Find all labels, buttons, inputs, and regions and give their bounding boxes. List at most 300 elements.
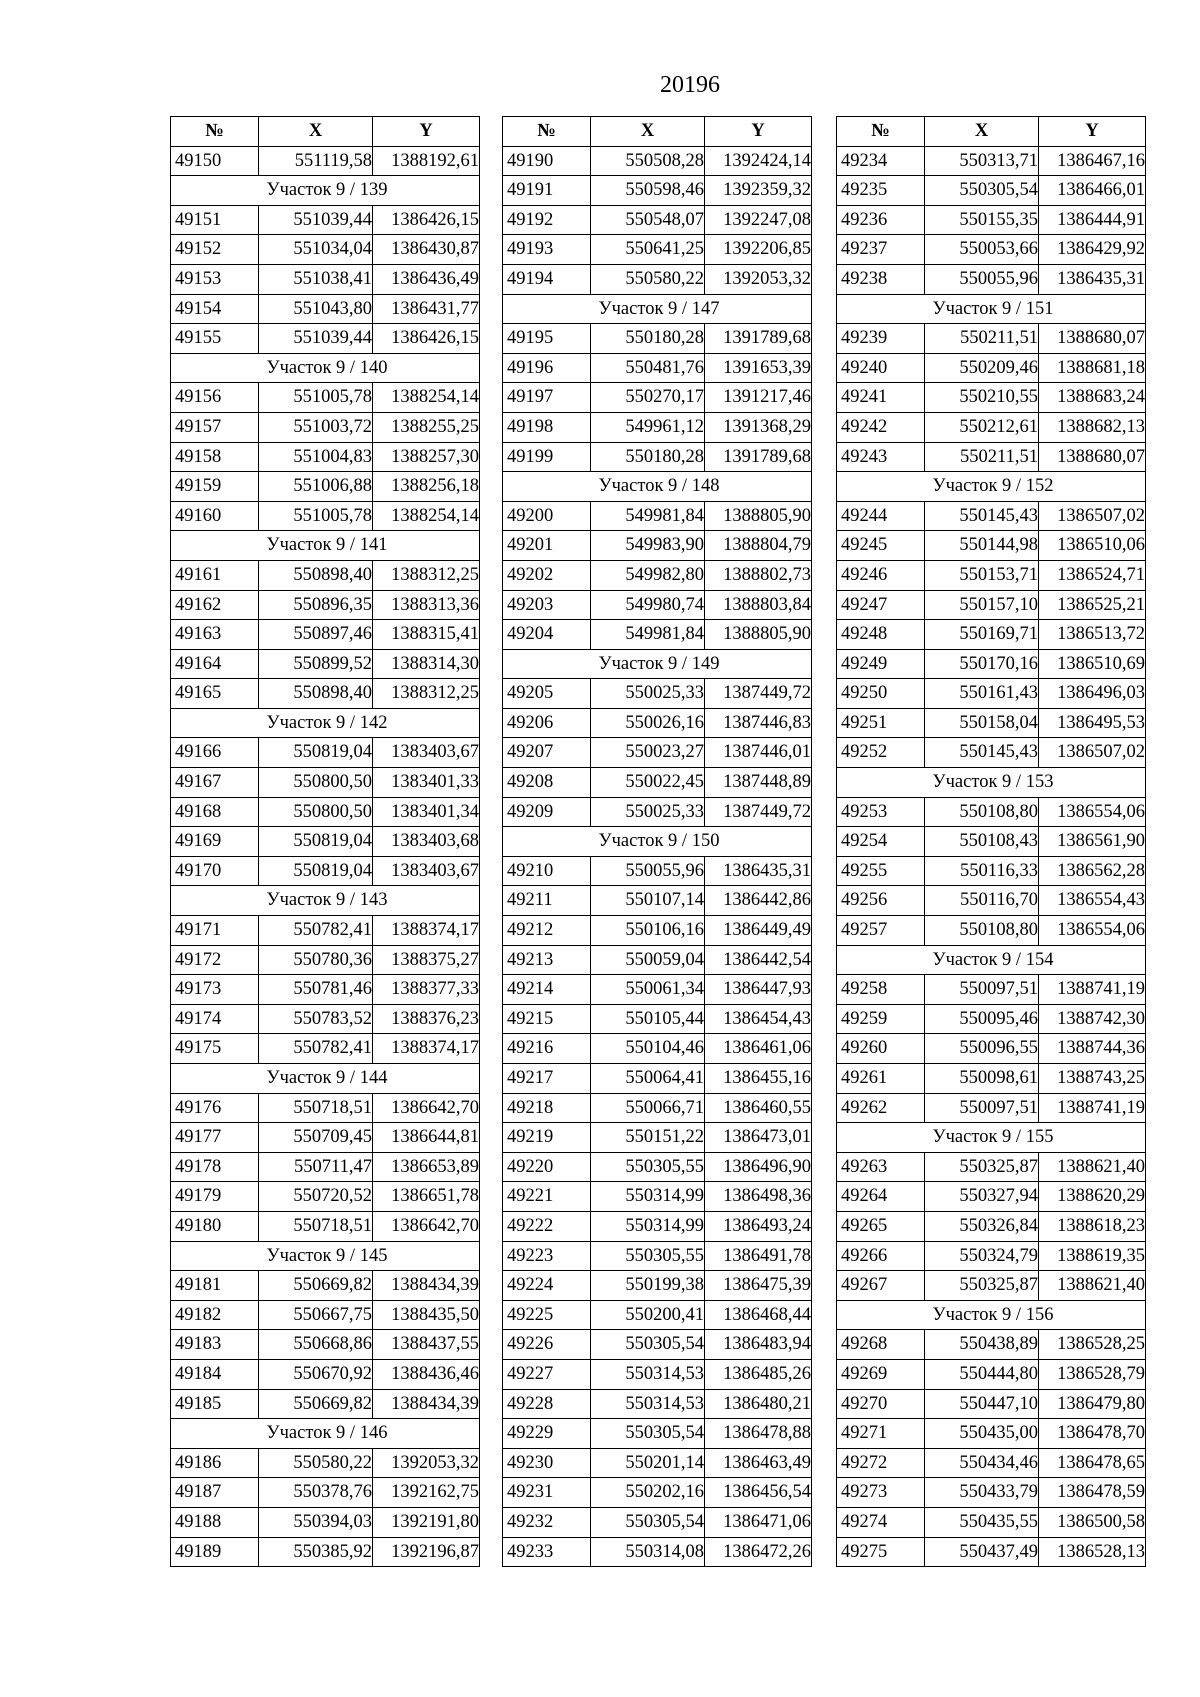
point-number: 49258: [837, 975, 925, 1005]
y-coordinate: 1386644,81: [373, 1123, 480, 1153]
x-coordinate: 550314,08: [591, 1537, 705, 1567]
x-coordinate: 550105,44: [591, 1004, 705, 1034]
point-number: 49268: [837, 1330, 925, 1360]
point-number: 49241: [837, 383, 925, 413]
table-row: [171, 1359, 480, 1389]
x-coordinate: 550095,46: [925, 1004, 1039, 1034]
y-coordinate: 1387448,89: [705, 768, 812, 798]
x-coordinate: 550108,80: [925, 797, 1039, 827]
table-row: [837, 205, 1146, 235]
x-coordinate: 550800,50: [259, 797, 373, 827]
y-coordinate: 1383403,68: [373, 827, 480, 857]
point-number: 49201: [503, 531, 591, 561]
y-coordinate: 1386449,49: [705, 916, 812, 946]
table-row: [503, 679, 812, 709]
y-coordinate: 1392424,14: [705, 146, 812, 176]
table-row: [837, 975, 1146, 1005]
point-number: 49244: [837, 501, 925, 531]
x-coordinate: 550107,14: [591, 886, 705, 916]
point-number: 49256: [837, 886, 925, 916]
table-row: [837, 1211, 1146, 1241]
point-number: 49192: [503, 205, 591, 235]
table-row: [171, 856, 480, 886]
x-coordinate: 550819,04: [259, 827, 373, 857]
y-coordinate: 1392162,75: [373, 1478, 480, 1508]
point-number: 49211: [503, 886, 591, 916]
point-number: 49177: [171, 1123, 259, 1153]
y-coordinate: 1386554,43: [1039, 886, 1146, 916]
x-coordinate: 550025,33: [591, 679, 705, 709]
section-row: [171, 886, 480, 916]
point-number: 49235: [837, 176, 925, 206]
x-coordinate: 550580,22: [259, 1448, 373, 1478]
y-coordinate: 1388744,36: [1039, 1034, 1146, 1064]
x-coordinate: 550023,27: [591, 738, 705, 768]
x-coordinate: 550378,76: [259, 1478, 373, 1508]
point-number: 49212: [503, 916, 591, 946]
y-coordinate: 1391653,39: [705, 353, 812, 383]
point-number: 49222: [503, 1211, 591, 1241]
y-coordinate: 1388436,46: [373, 1359, 480, 1389]
section-title: Участок 9 / 145: [171, 1241, 480, 1271]
table-row: [837, 886, 1146, 916]
point-number: 49162: [171, 590, 259, 620]
x-coordinate: 550897,46: [259, 620, 373, 650]
table-row: [171, 768, 480, 798]
section-title: Участок 9 / 139: [171, 176, 480, 206]
x-coordinate: 550641,25: [591, 235, 705, 265]
point-number: 49164: [171, 649, 259, 679]
table-row: [171, 1182, 480, 1212]
y-coordinate: 1386491,78: [705, 1241, 812, 1271]
y-coordinate: 1387449,72: [705, 679, 812, 709]
point-number: 49185: [171, 1389, 259, 1419]
x-coordinate: 550155,35: [925, 205, 1039, 235]
point-number: 49227: [503, 1359, 591, 1389]
point-number: 49199: [503, 442, 591, 472]
y-coordinate: 1388680,07: [1039, 324, 1146, 354]
y-coordinate: 1387446,83: [705, 708, 812, 738]
x-coordinate: 551039,44: [259, 205, 373, 235]
point-number: 49273: [837, 1478, 925, 1508]
point-number: 49263: [837, 1152, 925, 1182]
table-row: [171, 146, 480, 176]
point-number: 49205: [503, 679, 591, 709]
x-coordinate: 550326,84: [925, 1211, 1039, 1241]
header-num: №: [503, 117, 591, 147]
point-number: 49187: [171, 1478, 259, 1508]
point-number: 49210: [503, 856, 591, 886]
section-row: [171, 1064, 480, 1094]
point-number: 49191: [503, 176, 591, 206]
y-coordinate: 1388802,73: [705, 560, 812, 590]
point-number: 49186: [171, 1448, 259, 1478]
table-row: [171, 945, 480, 975]
y-coordinate: 1388314,30: [373, 649, 480, 679]
point-number: 49178: [171, 1152, 259, 1182]
y-coordinate: 1388256,18: [373, 472, 480, 502]
section-title: Участок 9 / 155: [837, 1123, 1146, 1153]
y-coordinate: 1386467,16: [1039, 146, 1146, 176]
y-coordinate: 1391789,68: [705, 324, 812, 354]
x-coordinate: 550211,51: [925, 324, 1039, 354]
x-coordinate: 550104,46: [591, 1034, 705, 1064]
section-title: Участок 9 / 141: [171, 531, 480, 561]
y-coordinate: 1386442,54: [705, 945, 812, 975]
y-coordinate: 1388254,14: [373, 383, 480, 413]
table-row: [837, 501, 1146, 531]
table-row: [503, 916, 812, 946]
table-row: [171, 916, 480, 946]
point-number: 49160: [171, 501, 259, 531]
section-row: [503, 472, 812, 502]
table-row: [503, 738, 812, 768]
x-coordinate: 550667,75: [259, 1300, 373, 1330]
y-coordinate: 1386435,31: [1039, 264, 1146, 294]
point-number: 49208: [503, 768, 591, 798]
y-coordinate: 1392247,08: [705, 205, 812, 235]
point-number: 49161: [171, 560, 259, 590]
point-number: 49251: [837, 708, 925, 738]
point-number: 49173: [171, 975, 259, 1005]
x-coordinate: 550305,54: [591, 1507, 705, 1537]
x-coordinate: 549982,80: [591, 560, 705, 590]
table-row: [171, 1537, 480, 1567]
y-coordinate: 1388257,30: [373, 442, 480, 472]
coordinates-table-2: [502, 116, 812, 1567]
y-coordinate: 1388313,36: [373, 590, 480, 620]
y-coordinate: 1387446,01: [705, 738, 812, 768]
y-coordinate: 1388680,07: [1039, 442, 1146, 472]
point-number: 49237: [837, 235, 925, 265]
y-coordinate: 1386493,24: [705, 1211, 812, 1241]
x-coordinate: 550720,52: [259, 1182, 373, 1212]
table-row: [837, 1034, 1146, 1064]
point-number: 49219: [503, 1123, 591, 1153]
table-row: [837, 827, 1146, 857]
x-coordinate: 550201,14: [591, 1448, 705, 1478]
x-coordinate: 550305,54: [925, 176, 1039, 206]
y-coordinate: 1383401,34: [373, 797, 480, 827]
table-row: [503, 856, 812, 886]
table-row: [171, 324, 480, 354]
table-row: [503, 590, 812, 620]
point-number: 49248: [837, 620, 925, 650]
table-row: [503, 1359, 812, 1389]
point-number: 49272: [837, 1448, 925, 1478]
table-row: [503, 442, 812, 472]
x-coordinate: 550711,47: [259, 1152, 373, 1182]
y-coordinate: 1388192,61: [373, 146, 480, 176]
y-coordinate: 1386528,79: [1039, 1359, 1146, 1389]
x-coordinate: 550434,46: [925, 1448, 1039, 1478]
y-coordinate: 1388376,23: [373, 1004, 480, 1034]
x-coordinate: 551034,04: [259, 235, 373, 265]
x-coordinate: 550437,49: [925, 1537, 1039, 1567]
point-number: 49174: [171, 1004, 259, 1034]
table-row: [503, 1004, 812, 1034]
y-coordinate: 1386642,70: [373, 1093, 480, 1123]
y-coordinate: 1391789,68: [705, 442, 812, 472]
table-row: [837, 264, 1146, 294]
x-coordinate: 550144,98: [925, 531, 1039, 561]
y-coordinate: 1386525,21: [1039, 590, 1146, 620]
y-coordinate: 1388254,14: [373, 501, 480, 531]
x-coordinate: 551005,78: [259, 501, 373, 531]
y-coordinate: 1392191,80: [373, 1507, 480, 1537]
x-coordinate: 550718,51: [259, 1093, 373, 1123]
table-row: [837, 442, 1146, 472]
y-coordinate: 1386435,31: [705, 856, 812, 886]
x-coordinate: 550435,55: [925, 1507, 1039, 1537]
table-row: [503, 353, 812, 383]
point-number: 49198: [503, 412, 591, 442]
y-coordinate: 1386455,16: [705, 1064, 812, 1094]
table-row: [171, 383, 480, 413]
x-coordinate: 550314,53: [591, 1389, 705, 1419]
x-coordinate: 550305,55: [591, 1241, 705, 1271]
x-coordinate: 550305,54: [591, 1330, 705, 1360]
y-coordinate: 1386562,28: [1039, 856, 1146, 886]
point-number: 49218: [503, 1093, 591, 1123]
point-number: 49250: [837, 679, 925, 709]
point-number: 49264: [837, 1182, 925, 1212]
x-coordinate: 550669,82: [259, 1389, 373, 1419]
x-coordinate: 551039,44: [259, 324, 373, 354]
y-coordinate: 1388681,18: [1039, 353, 1146, 383]
point-number: 49170: [171, 856, 259, 886]
table-row: [171, 1448, 480, 1478]
table-row: [837, 1182, 1146, 1212]
section-title: Участок 9 / 147: [503, 294, 812, 324]
x-coordinate: 550199,38: [591, 1271, 705, 1301]
y-coordinate: 1388619,35: [1039, 1241, 1146, 1271]
x-coordinate: 550782,41: [259, 1034, 373, 1064]
x-coordinate: 551003,72: [259, 412, 373, 442]
section-title: Участок 9 / 140: [171, 353, 480, 383]
section-title: Участок 9 / 152: [837, 472, 1146, 502]
point-number: 49171: [171, 916, 259, 946]
x-coordinate: 550898,40: [259, 679, 373, 709]
y-coordinate: 1386436,49: [373, 264, 480, 294]
header-num: №: [171, 117, 259, 147]
point-number: 49221: [503, 1182, 591, 1212]
x-coordinate: 550108,80: [925, 916, 1039, 946]
point-number: 49168: [171, 797, 259, 827]
x-coordinate: 550202,16: [591, 1478, 705, 1508]
x-coordinate: 550444,80: [925, 1359, 1039, 1389]
point-number: 49269: [837, 1359, 925, 1389]
table-row: [837, 738, 1146, 768]
table-row: [837, 916, 1146, 946]
table-row: [503, 205, 812, 235]
point-number: 49204: [503, 620, 591, 650]
table-row: [503, 1034, 812, 1064]
y-coordinate: 1386513,72: [1039, 620, 1146, 650]
x-coordinate: 550314,53: [591, 1359, 705, 1389]
x-coordinate: 550598,46: [591, 176, 705, 206]
x-coordinate: 549961,12: [591, 412, 705, 442]
x-coordinate: 550055,96: [925, 264, 1039, 294]
table-row: [171, 620, 480, 650]
table-row: [837, 176, 1146, 206]
table-row: [171, 1300, 480, 1330]
section-row: [837, 294, 1146, 324]
y-coordinate: 1388620,29: [1039, 1182, 1146, 1212]
point-number: 49253: [837, 797, 925, 827]
header-x: X: [925, 117, 1039, 147]
table-row: [171, 412, 480, 442]
y-coordinate: 1388255,25: [373, 412, 480, 442]
y-coordinate: 1386478,59: [1039, 1478, 1146, 1508]
table-row: [837, 1478, 1146, 1508]
table-row: [171, 738, 480, 768]
table-header: [503, 117, 812, 147]
table-row: [503, 412, 812, 442]
section-row: [837, 1123, 1146, 1153]
y-coordinate: 1386642,70: [373, 1211, 480, 1241]
y-coordinate: 1386507,02: [1039, 738, 1146, 768]
section-row: [171, 531, 480, 561]
x-coordinate: 550447,10: [925, 1389, 1039, 1419]
point-number: 49203: [503, 590, 591, 620]
point-number: 49175: [171, 1034, 259, 1064]
y-coordinate: 1386500,58: [1039, 1507, 1146, 1537]
table-row: [837, 353, 1146, 383]
point-number: 49234: [837, 146, 925, 176]
table-row: [837, 1537, 1146, 1567]
section-row: [171, 1241, 480, 1271]
y-coordinate: 1386478,88: [705, 1419, 812, 1449]
table-row: [503, 501, 812, 531]
x-coordinate: 550508,28: [591, 146, 705, 176]
section-row: [171, 1419, 480, 1449]
y-coordinate: 1386498,36: [705, 1182, 812, 1212]
table-row: [171, 1034, 480, 1064]
point-number: 49271: [837, 1419, 925, 1449]
table-row: [171, 1123, 480, 1153]
x-coordinate: 550064,41: [591, 1064, 705, 1094]
point-number: 49266: [837, 1241, 925, 1271]
table-row: [171, 1507, 480, 1537]
table-row: [503, 1507, 812, 1537]
section-row: [837, 768, 1146, 798]
point-number: 49214: [503, 975, 591, 1005]
table-row: [837, 235, 1146, 265]
x-coordinate: 550169,71: [925, 620, 1039, 650]
table-row: [171, 235, 480, 265]
table-row: [837, 708, 1146, 738]
x-coordinate: 550780,36: [259, 945, 373, 975]
point-number: 49243: [837, 442, 925, 472]
point-number: 49233: [503, 1537, 591, 1567]
y-coordinate: 1386472,26: [705, 1537, 812, 1567]
point-number: 49190: [503, 146, 591, 176]
point-number: 49220: [503, 1152, 591, 1182]
point-number: 49230: [503, 1448, 591, 1478]
y-coordinate: 1388682,13: [1039, 412, 1146, 442]
y-coordinate: 1388803,84: [705, 590, 812, 620]
section-title: Участок 9 / 143: [171, 886, 480, 916]
y-coordinate: 1386554,06: [1039, 797, 1146, 827]
y-coordinate: 1386475,39: [705, 1271, 812, 1301]
table-row: [837, 1330, 1146, 1360]
table-row: [837, 797, 1146, 827]
y-coordinate: 1386431,77: [373, 294, 480, 324]
point-number: 49240: [837, 353, 925, 383]
x-coordinate: 550898,40: [259, 560, 373, 590]
y-coordinate: 1386426,15: [373, 324, 480, 354]
header-y: Y: [705, 117, 812, 147]
header-y: Y: [373, 117, 480, 147]
y-coordinate: 1386478,65: [1039, 1448, 1146, 1478]
x-coordinate: 549980,74: [591, 590, 705, 620]
coordinates-table-1: [170, 116, 480, 1567]
point-number: 49206: [503, 708, 591, 738]
y-coordinate: 1386473,01: [705, 1123, 812, 1153]
y-coordinate: 1388805,90: [705, 501, 812, 531]
y-coordinate: 1392053,32: [373, 1448, 480, 1478]
x-coordinate: 550580,22: [591, 264, 705, 294]
point-number: 49249: [837, 649, 925, 679]
table-row: [171, 1211, 480, 1241]
table-row: [503, 768, 812, 798]
table-row: [837, 1419, 1146, 1449]
table-row: [837, 649, 1146, 679]
table-row: [171, 590, 480, 620]
point-number: 49247: [837, 590, 925, 620]
table-row: [503, 620, 812, 650]
y-coordinate: 1388434,39: [373, 1271, 480, 1301]
table-row: [503, 1300, 812, 1330]
point-number: 49196: [503, 353, 591, 383]
x-coordinate: 550668,86: [259, 1330, 373, 1360]
x-coordinate: 550106,16: [591, 916, 705, 946]
x-coordinate: 550145,43: [925, 501, 1039, 531]
point-number: 49188: [171, 1507, 259, 1537]
x-coordinate: 550059,04: [591, 945, 705, 975]
x-coordinate: 550270,17: [591, 383, 705, 413]
table-row: [503, 531, 812, 561]
x-coordinate: 550313,71: [925, 146, 1039, 176]
table-row: [837, 1152, 1146, 1182]
y-coordinate: 1388315,41: [373, 620, 480, 650]
table-row: [837, 1241, 1146, 1271]
point-number: 49252: [837, 738, 925, 768]
y-coordinate: 1388804,79: [705, 531, 812, 561]
point-number: 49156: [171, 383, 259, 413]
y-coordinate: 1386461,06: [705, 1034, 812, 1064]
table-row: [837, 560, 1146, 590]
y-coordinate: 1386495,53: [1039, 708, 1146, 738]
table-row: [503, 708, 812, 738]
point-number: 49270: [837, 1389, 925, 1419]
table-row: [503, 560, 812, 590]
y-coordinate: 1383401,33: [373, 768, 480, 798]
point-number: 49195: [503, 324, 591, 354]
y-coordinate: 1386444,91: [1039, 205, 1146, 235]
y-coordinate: 1386510,69: [1039, 649, 1146, 679]
table-row: [171, 1093, 480, 1123]
y-coordinate: 1386496,03: [1039, 679, 1146, 709]
section-title: Участок 9 / 156: [837, 1300, 1146, 1330]
x-coordinate: 550097,51: [925, 975, 1039, 1005]
table-row: [171, 797, 480, 827]
table-row: [171, 205, 480, 235]
table-row: [837, 590, 1146, 620]
header-x: X: [259, 117, 373, 147]
y-coordinate: 1388683,24: [1039, 383, 1146, 413]
